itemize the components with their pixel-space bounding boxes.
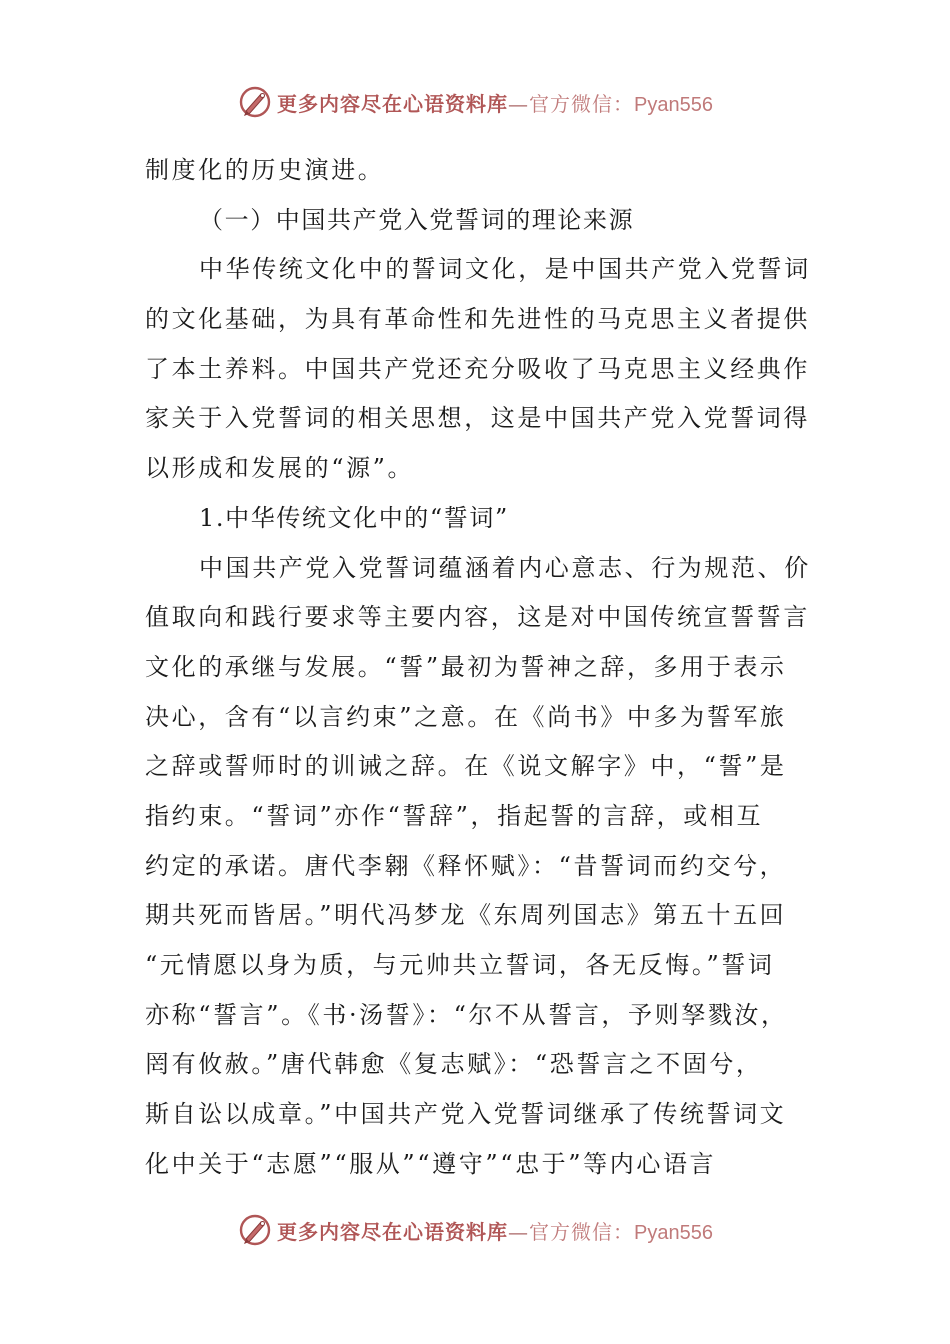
footer-banner [0,1210,950,1250]
pen-logo-icon [237,1212,273,1248]
text-line: 了本土养料。中国共产党还充分吸收了马克思主义经典作 [145,354,810,383]
text-line: 之辞或誓师时的训诫之辞。在《说文解字》中，“誓”是 [145,752,787,781]
header-banner [0,82,950,122]
paragraph-first-line: 中华传统文化中的誓词文化，是中国共产党入党誓词 [199,255,811,284]
text-line: 家关于入党誓词的相关思想，这是中国共产党入党誓词得 [145,404,810,433]
header-wechat-id: Pyan556 [634,93,713,116]
header-wechat-label: 官方微信： [529,91,635,116]
subsection-heading: 1.中华传统文化中的“誓词” [199,503,509,532]
text-line: 指约束。“誓词”亦作“誓辞”，指起誓的言辞，或相互 [145,801,764,830]
header-brand-text: 更多内容尽在心语资料库 [277,91,509,116]
header-banner-text [277,88,713,117]
text-line: “元情愿以身为质，与元帅共立誓词，各无反悔。”誓词 [145,951,775,979]
text-line: 文化的承继与发展。“誓”最初为誓神之辞，多用于表示 [145,652,787,681]
footer-brand-text: 更多内容尽在心语资料库 [277,1219,509,1244]
text-line: 约定的承诺。唐代李翱《释怀赋》：“昔誓词而约交兮， [145,851,787,880]
text-line: 期共死而皆居。”明代冯梦龙《东周列国志》第五十五回 [145,901,787,930]
text-line: 化中关于“志愿”“服从”“遵守”“忠于”等内心语言 [145,1149,717,1178]
pen-logo-icon [237,84,273,120]
text-line: 罔有攸赦。”唐代韩愈《复志赋》：“恐誓言之不固兮， [145,1050,763,1079]
text-line: 的文化基础，为具有革命性和先进性的马克思主义者提供 [145,305,810,334]
footer-wechat-label: 官方微信： [529,1219,635,1244]
footer-banner-text [277,1216,713,1245]
text-line: 值取向和践行要求等主要内容，这是对中国传统宣誓誓言 [145,603,810,632]
paragraph-first-line: 中国共产党入党誓词蕴涵着内心意志、行为规范、价 [199,553,811,582]
text-line: 以形成和发展的“源”。 [145,454,415,483]
section-heading: （一）中国共产党入党誓词的理论来源 [199,205,635,234]
text-line: 斯自讼以成章。”中国共产党入党誓词继承了传统誓词文 [145,1100,787,1129]
text-line: 亦称“誓言”。《书·汤誓》：“尔不从誓言，予则孥戮汝， [145,1000,788,1029]
document-body [145,146,810,1189]
header-separator: — [508,91,530,116]
footer-separator: — [508,1219,530,1244]
footer-wechat-id: Pyan556 [634,1221,713,1244]
text-line: 决心，含有“以言约束”之意。在《尚书》中多为誓军旅 [145,702,787,731]
text-line: 制度化的历史演进。 [145,156,385,184]
